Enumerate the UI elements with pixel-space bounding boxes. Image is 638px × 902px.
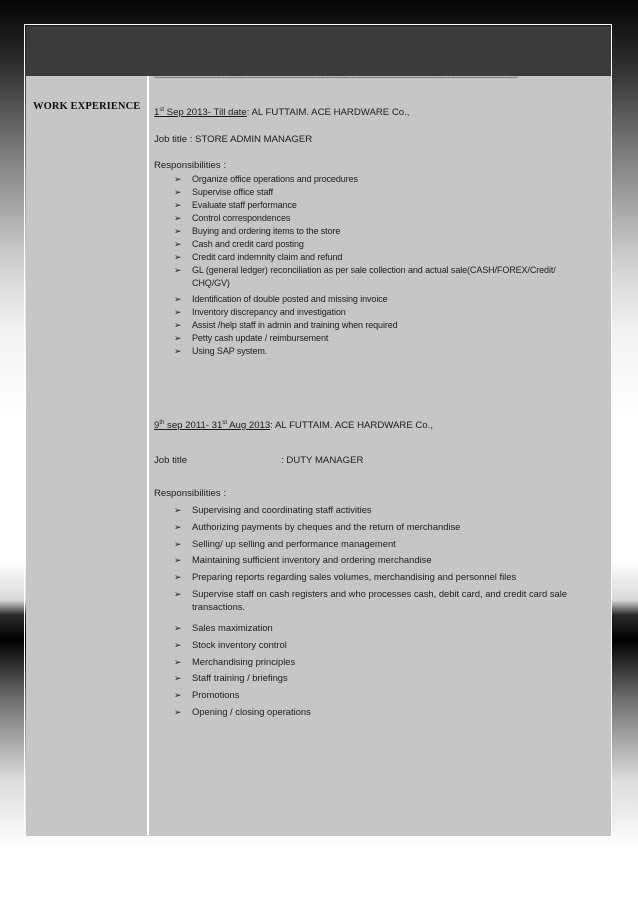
responsibility-text: Control correspondences xyxy=(192,213,291,223)
responsibility-text: Stock inventory control xyxy=(192,638,287,650)
responsibility-text: Maintaining sufficient inventory and ordering merchandise xyxy=(192,554,432,566)
job1-responsibilities-label: Responsibilities : xyxy=(154,160,226,171)
responsibility-item xyxy=(174,637,311,654)
section-label-column xyxy=(26,76,149,836)
responsibility-text-continued: CHQ/GV) xyxy=(192,278,230,288)
responsibility-item xyxy=(174,502,567,519)
responsibility-text: Credit card indemnity claim and refund xyxy=(192,252,343,262)
responsibility-text: Preparing reports regarding sales volumes, merchandising and personnel files xyxy=(192,571,517,583)
responsibility-text: Cash and credit card posting xyxy=(192,239,304,249)
job2-title-label: Job title xyxy=(154,455,188,466)
responsibility-text: Petty cash update / reimbursement xyxy=(192,333,329,343)
responsibility-text: Supervise staff on cash registers and who processes cash, debit card, and credit card sale xyxy=(192,587,568,599)
job1-responsibility-list xyxy=(174,173,556,288)
responsibility-item xyxy=(174,704,311,721)
responsibility-item xyxy=(174,345,398,358)
responsibility-text: Identification of double posted and missing invoice xyxy=(192,294,388,304)
responsibility-item xyxy=(174,552,567,569)
job2-employer: : AL FUTTAIM. ACE HARDWARE Co., xyxy=(270,420,433,431)
responsibility-item xyxy=(174,687,311,704)
job1-dates-employer xyxy=(154,107,409,118)
responsibility-item xyxy=(174,332,398,345)
responsibility-item xyxy=(174,199,556,212)
responsibility-text: Supervise office staff xyxy=(192,187,274,197)
responsibility-item xyxy=(174,238,556,251)
responsibility-text: Inventory discrepancy and investigation xyxy=(192,307,346,317)
responsibility-text: Buying and ordering items to the store xyxy=(192,226,341,236)
responsibility-item xyxy=(174,225,556,238)
section-title: WORK EXPERIENCE xyxy=(33,101,141,112)
responsibility-text: Organize office operations and procedures xyxy=(192,174,358,184)
job2-responsibility-list xyxy=(174,502,568,612)
responsibility-text: Promotions xyxy=(192,689,240,701)
responsibility-text: Sales maximization xyxy=(192,622,273,633)
responsibility-item xyxy=(174,251,556,264)
divider-line: -------------------------------------------------------------------------------------------------------------------------------------------- xyxy=(154,72,518,82)
responsibility-item xyxy=(174,586,568,612)
responsibility-text: Evaluate staff performance xyxy=(192,200,297,210)
responsibility-item xyxy=(174,519,567,536)
job1-responsibility-list-continued xyxy=(174,293,398,358)
responsibility-item xyxy=(174,186,556,199)
job1-employer: : AL FUTTAIM. ACE HARDWARE Co., xyxy=(246,107,410,118)
responsibility-item xyxy=(174,319,398,332)
responsibility-text: Selling/ up selling and performance management xyxy=(192,537,396,549)
responsibility-item xyxy=(174,306,398,319)
responsibility-text: Merchandising principles xyxy=(192,655,296,667)
responsibility-text: Supervising and coordinating staff activities xyxy=(192,504,372,515)
job2-title-value: : DUTY MANAGER xyxy=(281,455,364,466)
responsibility-item xyxy=(174,654,311,671)
responsibility-text: GL (general ledger) reconciliation as per sale collection and actual sale(CASH/FOREX/Credit/ xyxy=(192,265,556,275)
responsibility-item xyxy=(174,212,556,225)
responsibility-item xyxy=(174,569,567,586)
job2-date: 9th sep 2011- 31st Aug 2013 xyxy=(154,419,271,431)
footer-band xyxy=(26,836,611,877)
responsibility-text: Authorizing payments by cheques and the return of merchandise xyxy=(192,520,461,532)
responsibility-text: Using SAP system. xyxy=(192,346,268,356)
responsibility-item xyxy=(174,173,556,186)
responsibility-item xyxy=(174,670,311,687)
job2-responsibilities-label: Responsibilities : xyxy=(154,488,226,499)
responsibility-text: Staff training / briefings xyxy=(192,672,288,684)
responsibility-text-continued: transactions. xyxy=(192,600,246,612)
header-band xyxy=(26,26,611,76)
responsibility-item xyxy=(174,536,567,553)
responsibility-item xyxy=(174,264,556,288)
responsibility-item xyxy=(174,620,311,637)
job1-date: 1st Sep 2013- Till date xyxy=(154,106,247,118)
job2-responsibility-list-continued xyxy=(174,620,311,721)
responsibility-text: Assist /help staff in admin and training when required xyxy=(192,320,398,330)
responsibility-item xyxy=(174,293,398,306)
job1-title: Job title : STORE ADMIN MANAGER xyxy=(154,134,313,145)
job2-dates-employer xyxy=(154,420,433,431)
responsibility-text: Opening / closing operations xyxy=(192,705,311,717)
